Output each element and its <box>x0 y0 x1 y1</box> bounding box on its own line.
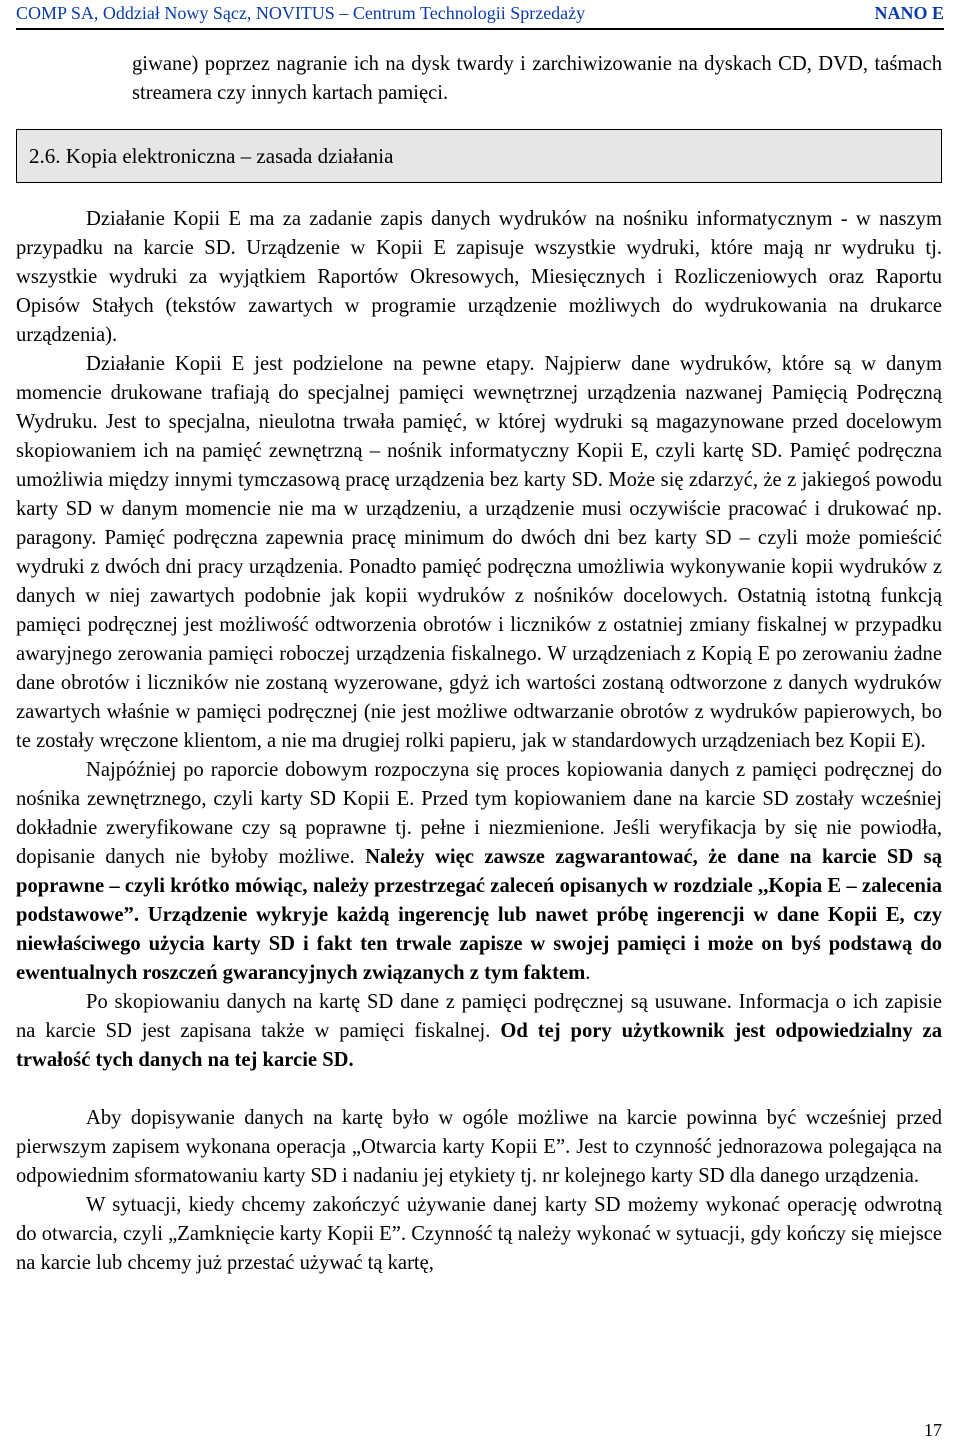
paragraph-after-copy <box>16 988 942 1075</box>
warning-end: . <box>585 962 591 984</box>
paragraph-gap <box>16 1075 942 1104</box>
document-body <box>16 50 942 1278</box>
paragraph-close-card: W sytuacji, kiedy chcemy zakończyć używanie danej karty SD możemy wykonać operację odwrotną do otwarcia, czyli „Zamknięcie karty Kopii E”. Czynność tą należy wykonać w sytuacji, gdy kończy się miejsce na karcie lub chcemy już przestać używać tą kartę, <box>16 1194 942 1274</box>
page-header <box>16 0 944 30</box>
continuation-paragraph: giwane) poprzez nagranie ich na dysk twardy i zarchiwizowanie na dyskach CD, DVD, taśmach streamera czy innych kartach pamięci. <box>132 53 942 104</box>
section-heading <box>16 129 942 183</box>
responsibility-bold-text: Od tej pory użytkownik jest odpowiedzialny za trwałość tych danych na tej karcie SD. <box>16 1020 942 1071</box>
paragraph-cache-memory: Działanie Kopii E jest podzielone na pewne etapy. Najpierw dane wydruków, które są w danym momencie drukowane trafiają do specjalnej pamięci wewnętrznej urządzenia nazwanej Pamięcią Podręczną Wydruku. Jest to specjalna, nieulotna trwała pamięć, w której wydruki są magazynowane przed docelowym skopiowaniem ich na pamięć zewnętrzną – nośnik informatyczny Kopii E, czyli kartę SD. Pamięć podręczna umożliwia między innymi tymczasową pracę urządzenia bez karty SD. Może się zdarzyć, że z jakiegoś powodu karty SD w danym momencie nie ma w urządzeniu, a urządzenie musi oczywiście pracować i drukować np. paragony. Pamięć podręczna zapewnia pracę minimum do dwóch dni bez karty SD – czyli może pomieścić wydruki z dwóch dni pracy urządzenia. Ponadto pamięć podręczna umożliwia wykonywanie kopii wydruków z danych w niej zawartych podobnie jak kopii wydruków z nośników docelowych. Ostatnią istotną funkcją pamięci podręcznej jest możliwość odtworzenia obrotów i liczników z ostatniej zmiany fiskalnej w przypadku awaryjnego zerowania pamięci roboczej urządzenia fiskalnego. W urządzeniach z Kopią E po zerowaniu żadne dane obrotów i liczników nie zostaną wyzerowane, gdyż ich wartości zostaną odtworzone z danych wydruków zawartych właśnie w pamięci podręcznej (nie jest możliwe odtwarzanie obrotów z wydruków papierowych, bo te zostały wręczone klientom, a nie ma drugiej rolki papieru, jak w standardowych urządzeniach bez Kopii E). <box>16 353 942 752</box>
header-title: COMP SA, Oddział Nowy Sącz, NOVITUS – Centrum Technologii Sprzedaży <box>16 3 586 23</box>
warning-bold-text: Należy więc zawsze zagwarantować, że dane na karcie SD są poprawne – czyli krótko mówiąc, należy przestrzegać zaleceń opisanych w rozdziale ,,Kopia E – zalecenia podstawowe”. Urządzenie wykryje każdą ingerencję lub nawet próbę ingerencji w dane Kopii E, czy niewłaściwego użycia karty SD i fakt ten trwale zapisze w swojej pamięci i może on byś podstawą do ewentualnych roszczeń gwarancyjnych związanych z tym faktem <box>16 846 942 984</box>
after-copy-text: Po skopiowaniu danych na kartę SD dane z pamięci podręcznej są usuwane. Informacja o ich zapisie na karcie SD jest zapisana także w pamięci fiskalnej. <box>16 991 942 1042</box>
paragraph-intro: Działanie Kopii E ma za zadanie zapis danych wydruków na nośniku informatycznym - w naszym przypadku na karcie SD. Urządzenie w Kopii E zapisuje wszystkie wydruki, które mają nr wydruku tj. wszystkie wydruki za wyjątkiem Raportów Okresowych, Miesięcznych i Rozliczeniowych oraz Raportu Opisów Stałych (tekstów zawartych w programie urządzenie możliwych do wydrukowania na drukarce urządzenia). <box>16 208 942 346</box>
section-title: 2.6. Kopia elektroniczna – zasada działania <box>29 144 394 168</box>
copy-process-text: Najpóźniej po raporcie dobowym rozpoczyna się proces kopiowania danych z pamięci podręcznej do nośnika zewnętrznego, czyli karty SD Kopii E. Przed tym kopiowaniem dane na karcie SD zostały wcześniej dokładnie zweryfikowane czy są poprawne tj. pełne i niezmienione. Jeśli weryfikacja by się nie powiodła, dopisanie danych nie byłoby możliwe. <box>16 759 942 868</box>
header-product-name: NANO E <box>874 3 944 23</box>
paragraph-open-card: Aby dopisywanie danych na kartę było w ogóle możliwe na karcie powinna być wcześniej przed pierwszym zapisem wykonana operacja „Otwarcia karty Kopii E”. Jest to czynność jednorazowa polegająca na odpowiednim sformatowaniu karty SD i nadaniu jej etykiety tj. nr kolejnego karty SD dla danego urządzenia. <box>16 1107 942 1187</box>
paragraph-copy-process <box>16 756 942 988</box>
page-number: 17 <box>924 1420 942 1440</box>
